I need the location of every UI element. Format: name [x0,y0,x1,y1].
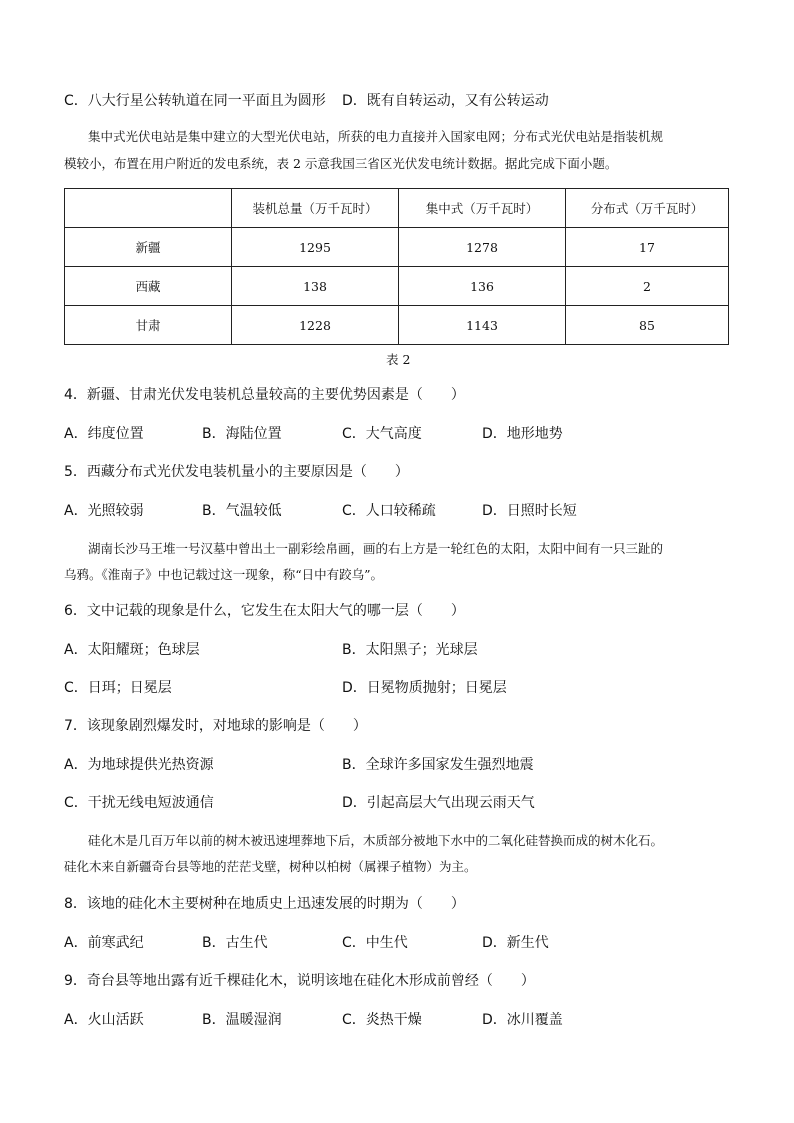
q4-option-b: B．海陆位置 [202,426,282,442]
q6-option-d: D．日冕物质抛射；日冕层 [342,680,507,696]
q8-option-c: C．中生代 [342,935,408,951]
table-header-cell: 集中式（万千瓦时） [399,189,566,228]
region-cell: 新疆 [65,228,232,267]
table-row [65,306,729,345]
q9-option-a: A．火山活跃 [64,1012,144,1028]
q6-option-b: B．太阳黑子；光球层 [342,642,478,658]
q5-stem: 5．西藏分布式光伏发电装机量小的主要原因是（ ） [64,464,409,480]
total-cell: 138 [232,267,399,306]
pv-data-table [64,188,729,345]
distributed-cell: 85 [566,306,729,345]
passage1-line1: 集中式光伏电站是集中建立的大型光伏电站，所获的电力直接并入国家电网；分布式光伏电站是指装机规 [88,129,664,144]
q5-option-a: A．光照较弱 [64,503,144,519]
distributed-cell: 17 [566,228,729,267]
q7-option-a: A．为地球提供光热资源 [64,757,214,773]
q8-option-b: B．古生代 [202,935,268,951]
centralized-cell: 1278 [399,228,566,267]
q6-option-c: C．日珥；日冕层 [64,680,172,696]
q7-option-b: B．全球许多国家发生强烈地震 [342,757,534,773]
table-caption: 表 2 [386,352,411,367]
passage1-line2: 模较小，布置在用户附近的发电系统，表 2 示意我国三省区光伏发电统计数据。据此完成下面小题。 [64,156,618,171]
total-cell: 1295 [232,228,399,267]
table-row [65,228,729,267]
q4-option-d: D．地形地势 [482,426,563,442]
total-cell: 1228 [232,306,399,345]
distributed-cell: 2 [566,267,729,306]
q7-option-c: C．干扰无线电短波通信 [64,795,214,811]
q6-stem: 6．文中记载的现象是什么，它发生在太阳大气的哪一层（ ） [64,603,465,619]
q8-stem: 8．该地的硅化木主要树种在地质史上迅速发展的时期为（ ） [64,896,465,912]
table-header-cell: 分布式（万千瓦时） [566,189,729,228]
q5-option-b: B．气温较低 [202,503,282,519]
q9-option-d: D．冰川覆盖 [482,1012,563,1028]
q9-option-b: B．温暖湿润 [202,1012,282,1028]
q9-stem: 9．奇台县等地出露有近千棵硅化木，说明该地在硅化木形成前曾经（ ） [64,973,535,989]
q3-option-c: C．八大行星公转轨道在同一平面且为圆形 [64,93,326,109]
q4-option-c: C．大气高度 [342,426,422,442]
q9-option-c: C．炎热干燥 [342,1012,422,1028]
table-row [65,267,729,306]
q8-option-d: D．新生代 [482,935,549,951]
q5-option-c: C．人口较稀疏 [342,503,436,519]
q4-option-a: A．纬度位置 [64,426,144,442]
q7-option-d: D．引起高层大气出现云雨天气 [342,795,535,811]
passage2-line2: 乌鸦。《淮南子》中也记载过这一现象，称“日中有跤乌”。 [64,567,384,582]
passage2-line1: 湖南长沙马王堆一号汉墓中曾出土一副彩绘帛画，画的右上方是一轮红色的太阳，太阳中间有一只三趾的 [88,541,664,556]
table-header-row [65,189,729,228]
q5-option-d: D．日照时长短 [482,503,577,519]
q6-option-a: A．太阳耀斑；色球层 [64,642,200,658]
centralized-cell: 1143 [399,306,566,345]
table-header-cell [65,189,232,228]
centralized-cell: 136 [399,267,566,306]
table-header-cell: 装机总量（万千瓦时） [232,189,399,228]
q8-option-a: A．前寒武纪 [64,935,144,951]
q3-option-d: D．既有自转运动，又有公转运动 [342,93,549,109]
passage3-line2: 硅化木来自新疆奇台县等地的茫茫戈壁，树种以柏树（属裸子植物）为主。 [64,859,477,874]
region-cell: 甘肃 [65,306,232,345]
q4-stem: 4．新疆、甘肃光伏发电装机总量较高的主要优势因素是（ ） [64,387,465,403]
region-cell: 西藏 [65,267,232,306]
q7-stem: 7．该现象剧烈爆发时，对地球的影响是（ ） [64,718,367,734]
passage3-line1: 硅化木是几百万年以前的树木被迅速埋葬地下后，木质部分被地下水中的二氧化硅替换而成的树木化石。 [88,833,664,848]
